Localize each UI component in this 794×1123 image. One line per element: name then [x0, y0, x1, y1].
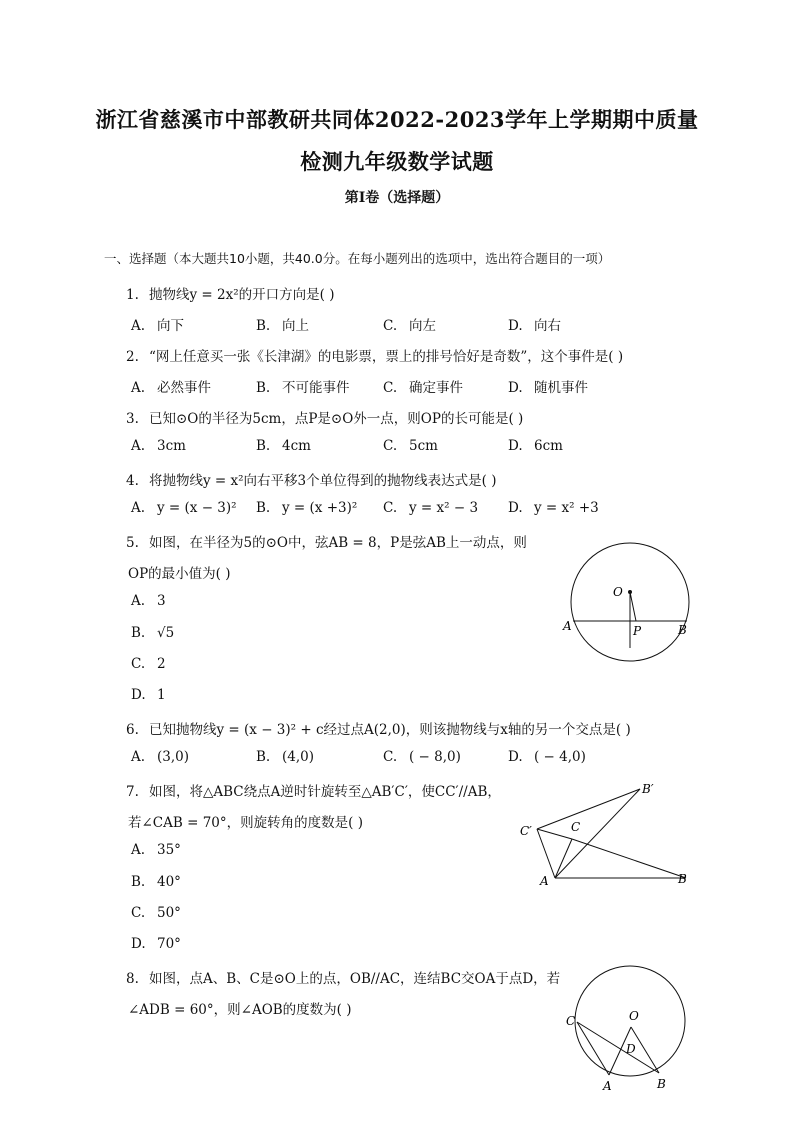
question-text-cont: OP的最小值为( ) — [128, 566, 231, 582]
option-a: A. 3 — [131, 593, 166, 609]
question-5 — [126, 531, 527, 551]
question-2 — [126, 345, 623, 365]
option-a: A. y = (x − 3)² — [131, 500, 237, 516]
option-c: C. 向左 — [383, 318, 436, 334]
option-d: D. 6cm — [508, 438, 563, 454]
question-1 — [126, 283, 334, 303]
label-b: B — [678, 623, 687, 637]
option-d: D. 70° — [131, 936, 181, 952]
figure-rotation-triangles — [510, 775, 700, 895]
label-p: P — [633, 624, 642, 638]
option-c: C. 5cm — [383, 438, 438, 454]
option-d: D. ( − 4,0) — [508, 749, 586, 765]
exam-title-line2: 检测九年级数学试题 — [300, 149, 494, 174]
question-text: 已知⊙O的半径为5cm，点P是⊙O外一点，则OP的长可能是( ) — [149, 411, 524, 427]
option-d: D. y = x² +3 — [508, 500, 599, 516]
label-a: A — [540, 874, 549, 888]
figure-circle-chord — [555, 540, 705, 665]
question-text: 如图，将△ABC绕点A逆时针旋转至△AB′C′，使CC′//AB， — [149, 784, 501, 800]
question-number: 7. — [126, 784, 139, 800]
option-a: A. 向下 — [131, 318, 184, 334]
question-number: 5. — [126, 535, 139, 551]
question-text: 如图，在半径为5的⊙O中，弦AB = 8，P是弦AB上一动点，则 — [149, 535, 527, 551]
option-d: D. 1 — [131, 687, 166, 703]
label-b-prime: B′ — [642, 782, 654, 796]
question-text: 如图，点A、B、C是⊙O上的点，OB//AC，连结BC交OA于点D，若 — [149, 971, 561, 987]
option-d: D. 向右 — [508, 318, 561, 334]
section-heading: 一、选择题（本大题共10小题，共40.0分。在每小题列出的选项中，选出符合题目的一项） — [104, 251, 611, 266]
label-o: O — [629, 1009, 639, 1023]
option-a: A. (3,0) — [131, 749, 190, 765]
exam-title-line1: 浙江省慈溪市中部教研共同体2022-2023学年上学期期中质量 — [95, 107, 699, 132]
segment-op — [630, 592, 636, 621]
option-c: C. ( − 8,0) — [383, 749, 461, 765]
option-c: C. 2 — [131, 656, 166, 672]
label-b: B — [678, 872, 687, 886]
question-text: “网上任意买一张《长津湖》的电影票，票上的排号恰好是奇数”，这个事件是( ) — [149, 349, 624, 365]
question-number: 6. — [126, 722, 139, 738]
volume-title: 第I卷（选择题） — [344, 190, 450, 206]
question-text-cont: ∠ADB = 60°，则∠AOB的度数为( ) — [128, 1002, 352, 1018]
question-number: 2. — [126, 349, 139, 365]
option-b: B. 不可能事件 — [256, 380, 350, 396]
option-b: B. 4cm — [256, 438, 311, 454]
option-a: A. 必然事件 — [131, 380, 211, 396]
option-d: D. 随机事件 — [508, 380, 588, 396]
question-7 — [126, 780, 501, 800]
option-a: A. 35° — [131, 842, 181, 858]
option-c: C. 确定事件 — [383, 380, 463, 396]
option-c: C. 50° — [131, 905, 181, 921]
question-number: 1. — [126, 287, 139, 303]
question-6 — [126, 718, 631, 738]
question-3 — [126, 407, 523, 427]
option-b: B. 向上 — [256, 318, 309, 334]
question-8 — [126, 967, 560, 987]
option-c: C. y = x² − 3 — [383, 500, 479, 516]
question-text: 抛物线y = 2x²的开口方向是( ) — [149, 287, 335, 303]
option-a: A. 3cm — [131, 438, 186, 454]
label-c: C — [566, 1014, 576, 1028]
question-text-cont: 若∠CAB = 70°，则旋转角的度数是( ) — [128, 815, 363, 831]
option-b: B. y = (x +3)² — [256, 500, 358, 516]
question-4 — [126, 469, 496, 489]
question-number: 4. — [126, 473, 139, 489]
label-b: B — [657, 1077, 666, 1091]
option-b: B. √5 — [131, 625, 175, 641]
label-o: O — [613, 585, 623, 599]
figure-circle-points — [560, 965, 700, 1095]
question-text: 将抛物线y = x²向右平移3个单位得到的抛物线表达式是( ) — [149, 473, 497, 489]
question-number: 8. — [126, 971, 139, 987]
option-b: B. 40° — [131, 874, 181, 890]
question-text: 已知抛物线y = (x − 3)² + c经过点A(2,0)，则该抛物线与x轴的另一个交点是( ) — [149, 722, 631, 738]
label-c: C — [571, 820, 581, 834]
option-b: B. (4,0) — [256, 749, 315, 765]
question-number: 3. — [126, 411, 139, 427]
center-o-dot — [628, 590, 632, 594]
label-d: D — [626, 1042, 636, 1056]
label-c-prime: C′ — [520, 824, 532, 838]
label-a: A — [603, 1079, 612, 1093]
label-a: A — [563, 619, 572, 633]
